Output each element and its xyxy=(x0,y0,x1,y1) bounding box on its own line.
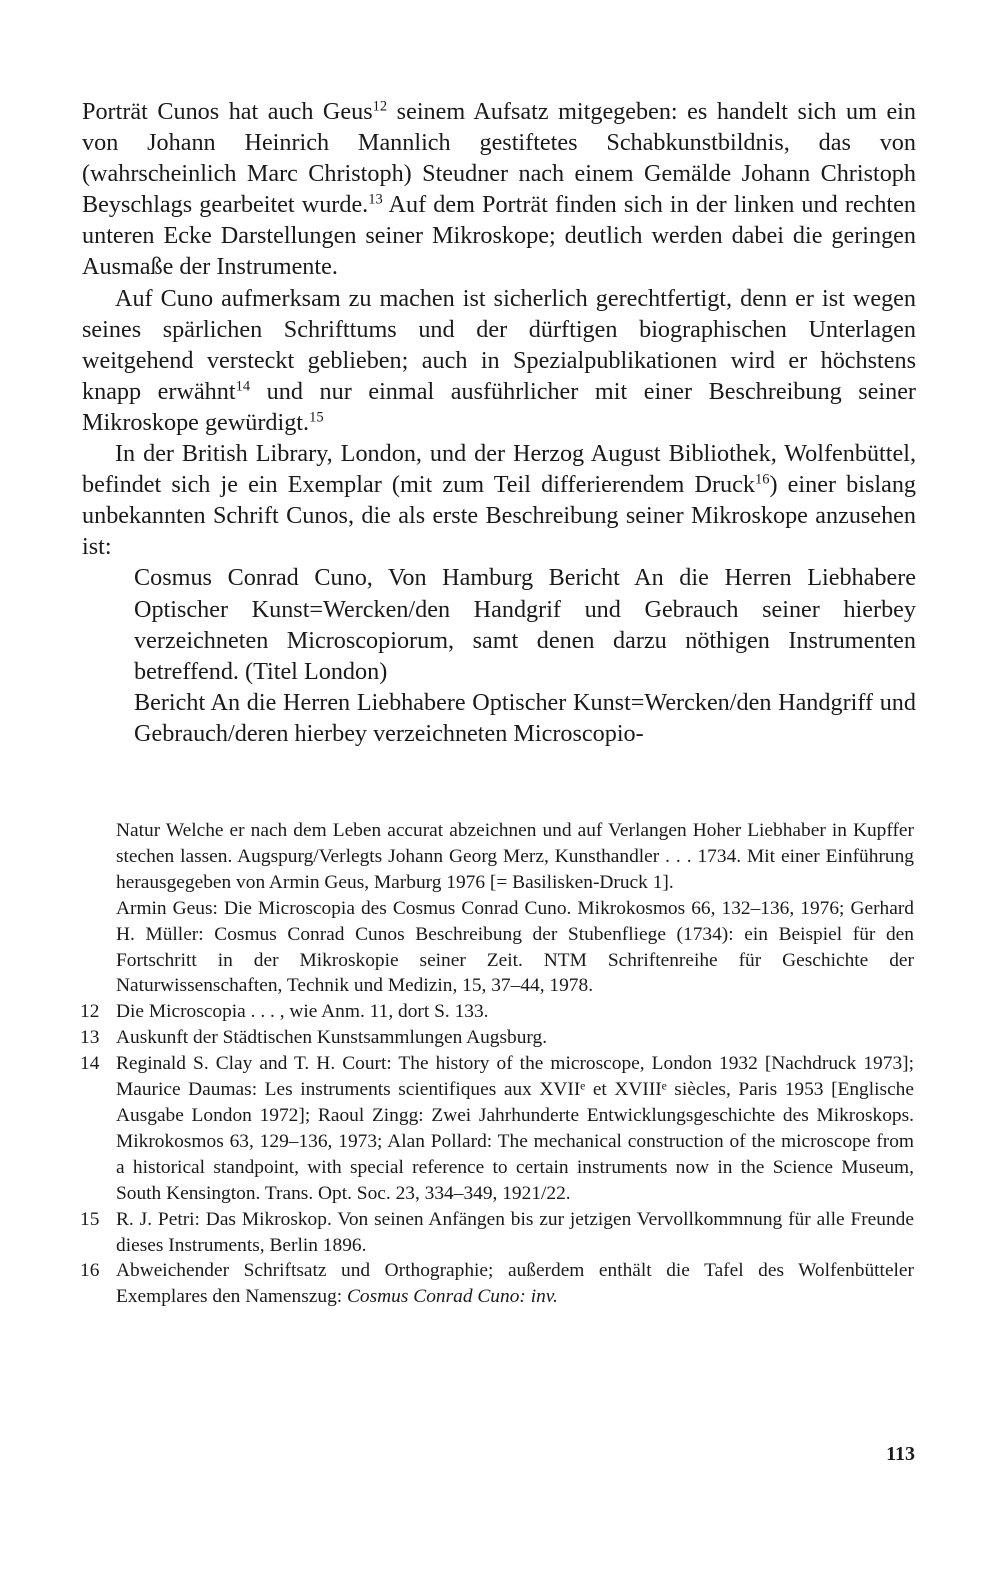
footnote-15: 15 R. J. Petri: Das Mikroskop. Von seinen Anfängen bis zur jetzigen Vervollkommnung für alle Freunde dieses Instruments, Berlin 1896. xyxy=(80,1208,914,1256)
footnote-ref-15: 15 xyxy=(309,409,324,426)
title-quote-wolfenbuettel: Bericht An die Herren Liebhabere Optischer Kunst=Wercken/den Handgriff und Gebrauch/deren hierbey verzeichneten Microscopio- xyxy=(134,688,916,747)
footnote-number: 14 xyxy=(80,1053,100,1075)
footnote-number: 12 xyxy=(80,1001,100,1023)
footnote-14: 14 Reginald S. Clay and T. H. Court: The history of the microscope, London 1932 [Nachdruck 1973]; Maurice Daumas: Les instruments scientifiques aux XVIIᵉ et XVIIIᵉ siècles, Paris 1953 [Englische Ausgabe London 1972]; Raoul Zingg: Zwei Jahrhunderte Entwicklungsgeschichte des Mikroskops. Mikrokosmos 63, 129–136, 1973; Alan Pollard: The mechanical construction of the microscope from a historical standpoint, with special reference to certain instruments now in the Science Museum, South Kensington. Trans. Opt. Soc. 23, 334–349, 1921/22. xyxy=(80,1053,914,1204)
footnote-ref-16: 16 xyxy=(754,471,770,488)
footnote-ref-13: 13 xyxy=(368,191,383,208)
paragraph-1: Porträt Cunos hat auch Geus$^{12}$ seinem Aufsatz mitgegeben: es handelt sich um ein von Johann Heinrich Mannlich gestiftetes Schabkunstbildnis, das von (wahrscheinlich Marc Christoph) Steudner nach einem Gemälde Johann Christoph Beyschlags gearbeitet wurde.$^{13}$ Auf dem Porträt finden sich in der linken und rechten unteren Ecke Darstellungen seiner Mikroskope; deutlich werden dabei die geringen Ausmaße der Instrumente. xyxy=(82,98,916,281)
paragraph-2: Auf Cuno aufmerksam zu machen ist sicherlich gerechtfertigt, denn er ist wegen seines spärlichen Schrifttums und der dürftigen biographischen Unterlagen weitgehend versteckt geblieben; auch in Spezialpublikationen wird er höchstens knapp erwähnt$^{14}$ und nur einmal ausführlicher mit einer Beschreibung seiner Mikroskope gewürdigt.$^{15}$ xyxy=(82,284,916,436)
footnote-continuation-2: Armin Geus: Die Microscopia des Cosmus Conrad Cuno. Mikrokosmos 66, 132–136, 1976; Gerhard H. Müller: Cosmus Conrad Cunos Beschreibung der Stubenfliege (1734): ein Beispiel für den Fortschritt in der Mikroskopie seiner Zeit. NTM Schriftenreihe für Geschichte der Naturwissenschaften, Technik und Medizin, 15, 37–44, 1978. xyxy=(116,897,914,997)
footnotes xyxy=(80,818,914,1310)
page-number: 113 xyxy=(886,1443,915,1465)
title-quote-london: Cosmus Conrad Cuno, Von Hamburg Bericht An die Herren Liebhabere Optischer Kunst=Wercken/den Handgrif und Gebrauch seiner hierbey verzeichneten Microscopiorum, samt denen darzu nöthigen Instrumenten betreffend. (Titel London) xyxy=(134,564,916,685)
footnote-continuation-1: Natur Welche er nach dem Leben accurat abzeichnen und auf Verlangen Hoher Liebhaber in Kupffer stechen lassen. Augspurg/Verlegts Johann Georg Merz, Kunsthandler . . . 1734. Mit einer Einführung herausgegeben von Armin Geus, Marburg 1976 [= Basilisken-Druck 1]. xyxy=(116,820,914,893)
footnote-12: 12 Die Microscopia . . . , wie Anm. 11, dort S. 133. xyxy=(80,999,914,1025)
main-text xyxy=(82,96,916,749)
footnote-ref-12: 12 xyxy=(372,98,388,115)
footnote-ref-14: 14 xyxy=(235,378,251,395)
footnote-number: 16 xyxy=(80,1260,100,1282)
paragraph-3: In der British Library, London, und der Herzog August Bibliothek, Wolfenbüttel, befindet sich je ein Exemplar (mit zum Teil differierendem Druck$^{16}$) einer bislang unbekannten Schrift Cunos, die als erste Beschreibung seiner Mikroskope anzusehen ist: xyxy=(82,440,917,561)
footnote-number: 15 xyxy=(80,1208,100,1230)
footnote-number: 13 xyxy=(80,1027,100,1049)
signature-text: Cosmus Conrad Cuno: inv. xyxy=(347,1286,558,1308)
footnote-13: 13 Auskunft der Städtischen Kunstsammlungen Augsburg. xyxy=(80,1025,914,1051)
footnote-16: 16 Abweichender Schriftsatz und Orthographie; außerdem enthält die Tafel des Wolfenbütteler Exemplares den Namenszug: Cosmus Conrad Cuno: inv. xyxy=(80,1260,914,1308)
